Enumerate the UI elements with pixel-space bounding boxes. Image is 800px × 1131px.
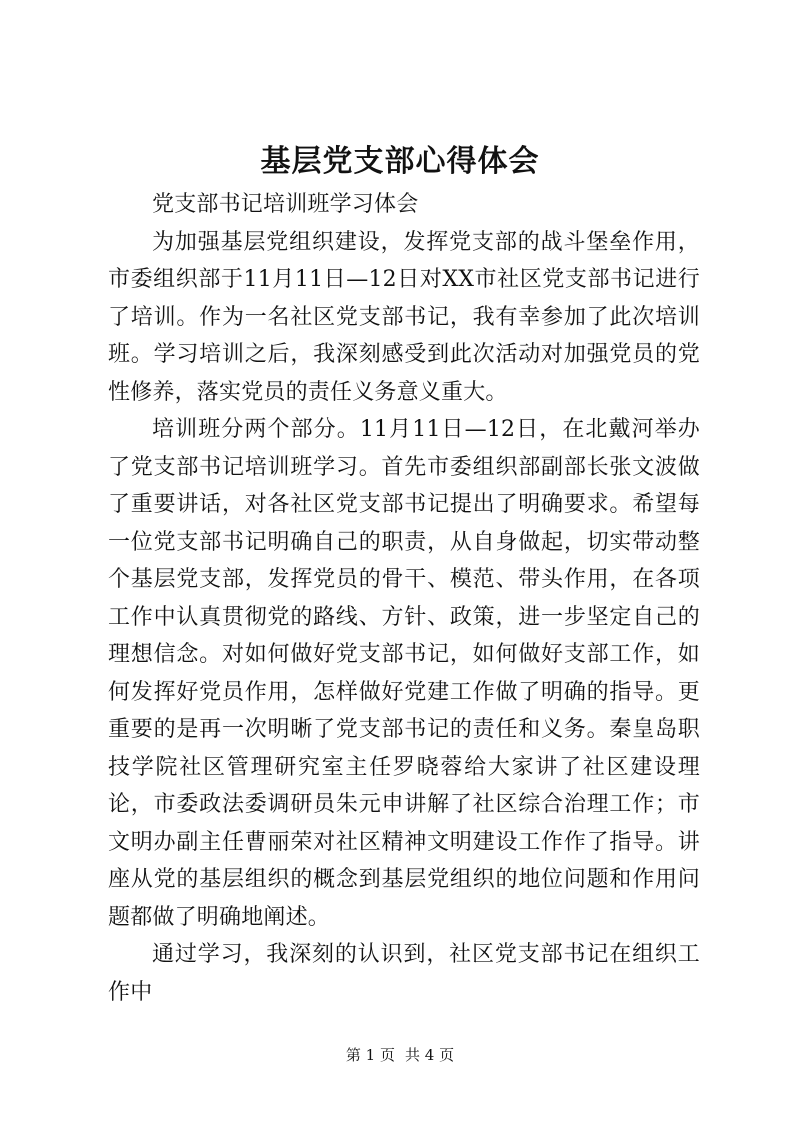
body-paragraph-3: 通过学习，我深刻的认识到，社区党支部书记在组织工作中 (108, 942, 700, 1005)
page-footer (0, 1045, 800, 1065)
subtitle-paragraph: 党支部书记培训班学习体会 (152, 192, 419, 217)
document-body (108, 186, 700, 1011)
body-paragraph-1: 为加强基层党组织建设，发挥党支部的战斗堡垒作用，市委组织部于11月11日—12日对XX市社区党支部书记进行了培训。作为一名社区党支部书记，我有幸参加了此次培训班。学习培训之后，我深刻感受到此次活动对加强党员的党性修养，落实党员的责任义务意义重大。 (108, 229, 700, 405)
page-total: 共 4 页 (405, 1046, 455, 1064)
body-paragraph-2: 培训班分两个部分。11月11日—12日，在北戴河举办了党支部书记培训班学习。首先市委组织部副部长张文波做了重要讲话，对各社区党支部书记提出了明确要求。希望每一位党支部书记明确自己的职责，从自身做起，切实带动整个基层党支部，发挥党员的骨干、模范、带头作用，在各项工作中认真贯彻党的路线、方针、政策，进一步坚定自己的理想信念。对如何做好党支部书记，如何做好支部工作，如何发挥好党员作用，怎样做好党建工作做了明确的指导。更重要的是再一次明晰了党支部书记的责任和义务。秦皇岛职技学院社区管理研究室主任罗晓蓉给大家讲了社区建设理论，市委政法委调研员朱元申讲解了社区综合治理工作；市文明办副主任曹丽荣对社区精神文明建设工作作了指导。讲座从党的基层组织的概念到基层党组织的地位问题和作用问题都做了明确地阐述。 (108, 417, 700, 930)
document-title: 基层党支部心得体会 (260, 144, 540, 179)
page-number: 第 1 页 (345, 1046, 395, 1064)
